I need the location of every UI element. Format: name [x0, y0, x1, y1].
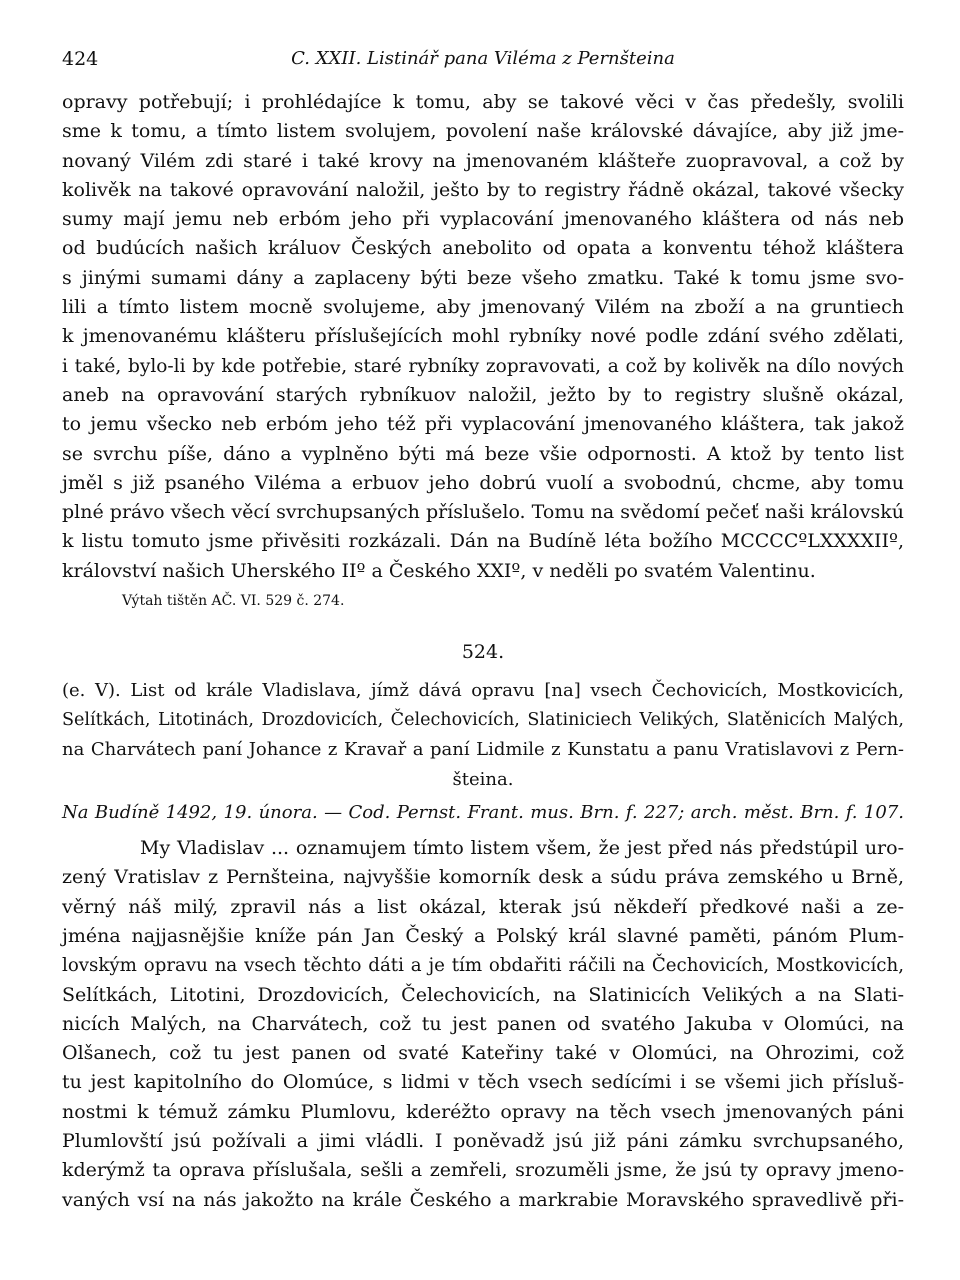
- running-head-title: C. XXII. Listinář pana Viléma z Pernšteina: [291, 48, 675, 69]
- text-line: i také, bylo-li by kde potřebie, staré rybníky zopravovati, a což by kolivěk na dílo nových: [62, 355, 904, 377]
- dating-line: Na Budíně 1492, 19. února. — Cod. Pernst. Frant. mus. Brn. f. 227; arch. měst. Brn. f. 107.: [62, 802, 904, 824]
- text-line: sme k tomu, a tímto listem svolujem, povolení naše královské dávajíce, aby již jme-: [62, 120, 904, 143]
- text-line: kderýmž ta oprava příslušala, sešli a zemřeli, srozuměli jsme, že jsú ty opravy jmeno-: [62, 1159, 904, 1182]
- text-line: Selítkách, Litotini, Drozdovicích, Čelechovicích, na Slatinicích Velikých a na Slati-: [62, 983, 904, 1006]
- text-line: vaných vsí na nás jakožto na krále Českého a markrabie Moravského spravedlivě při-: [62, 1188, 904, 1211]
- text-line: nostmi k témuž zámku Plumlovu, kderéžto opravy na těch vsech jmenovaných páni: [62, 1100, 904, 1123]
- regest-line: (e. V). List od krále Vladislava, jímž dává opravu [na] vsech Čechovicích, Mostkovicích,: [62, 680, 904, 702]
- running-head: [62, 48, 904, 88]
- text-line: věrný náš milý, zpravil nás a list okázal, kterak jsú někdeří předkové naši a ze-: [62, 895, 904, 918]
- document-body: [62, 834, 904, 1215]
- page-number: 424: [62, 48, 99, 70]
- previous-document-text: [62, 88, 904, 586]
- text-line: k listu tomuto jsme přivěsiti rozkázali. Dán na Budíně léta božího MCCCCºLXXXXIIº,: [62, 530, 904, 553]
- text-line: nicích Malých, na Charvátech, což tu jest panen od svatého Jakuba v Olomúci, na: [62, 1012, 904, 1035]
- text-line: k jmenovanému klášteru příslušejících mohl rybníky nové podle zdání svého zdělati,: [62, 325, 904, 348]
- text-line: jměl s již psaného Viléma a erbuov jeho dobrú vuolí a svobodnú, chcme, aby tomu: [62, 471, 904, 494]
- text-line: novaný Vilém zdi staré i také krovy na jmenovaném klášteře zuopravoval, a což by: [62, 149, 904, 172]
- text-line: sumy mají jemu neb erbóm jeho při vyplacování jmenovaného kláštera od nás neb: [62, 208, 904, 231]
- text-line: jména najjasnějšie kníže pán Jan Český a Polský král slavné paměti, pánóm Plum-: [62, 924, 904, 947]
- text-line: zený Vratislav z Pernšteina, najvyššie komorník desk a súdu práva zemského u Brně,: [62, 866, 904, 889]
- text-line: Plumlovští jsú požívali a jimi vládli. I poněvadž jsú již páni zámku svrchupsaného,: [62, 1130, 904, 1153]
- text-line: to jemu všecko neb erbóm jeho též při vyplacování jmenovaného kláštera, tak jakož: [62, 413, 904, 436]
- document-number: 524.: [461, 641, 505, 664]
- book-page: [62, 48, 904, 1215]
- text-line: kolivěk na takové opravování naložil, ješto by to registry řádně okázal, takové všecky: [62, 178, 904, 201]
- source-note: Výtah tištěn AČ. VI. 529 č. 274.: [122, 593, 345, 610]
- text-line: lovským opravu na vsech těchto dáti a je tím obdařiti ráčili na Čechovicích, Mostkovicích,: [62, 955, 904, 977]
- text-line: My Vladislav ... oznamujem tímto listem všem, že jest před nás předstúpil uro-: [140, 837, 904, 860]
- regest-line: Selítkách, Litotinách, Drozdovicích, Čelechovicích, Slatiniciech Velikých, Slatěnicích Malých,: [62, 709, 904, 730]
- text-line: aneb na opravování starých rybníkuov naložil, ježto by to registry slušně okázal,: [62, 383, 904, 406]
- text-line: plné právo všech věcí svrchupsaných příslušelo. Tomu na svědomí pečeť naši královskú: [62, 501, 904, 524]
- regest: [62, 676, 904, 794]
- text-line: se svrchu píše, dáno a vyplněno býti má beze všie odpornosti. A ktož by tento list: [62, 442, 904, 465]
- text-line: království našich Uherského IIº a Českého XXIº, v neděli po svatém Valentinu.: [62, 559, 816, 582]
- text-line: lili a tímto listem mocně svolujeme, aby jmenovaný Vilém na zboží a na gruntiech: [62, 296, 904, 319]
- regest-line: na Charvátech paní Johance z Kravař a paní Lidmile z Kunstatu a panu Vratislavovi z Pern-: [62, 739, 904, 761]
- regest-line: šteina.: [452, 768, 514, 790]
- text-line: tu jest kapitolního do Olomúce, s lidmi v těch vsech sedícími i se všemi jich přísluš-: [62, 1071, 904, 1094]
- text-line: opravy potřebují; i prohlédajíce k tomu, aby se takové věci v čas předešly, svolili: [62, 91, 904, 113]
- text-line: od budúcích našich králuov Českých anebolito od opata a konventu téhož kláštera: [62, 237, 904, 260]
- text-line: Olšanech, což tu jest panen od svaté Kateřiny také v Olomúci, na Ohrozimi, což: [62, 1042, 904, 1065]
- text-line: s jinými sumami dány a zaplaceny býti beze všeho zmatku. Také k tomu jsme svo-: [62, 266, 904, 289]
